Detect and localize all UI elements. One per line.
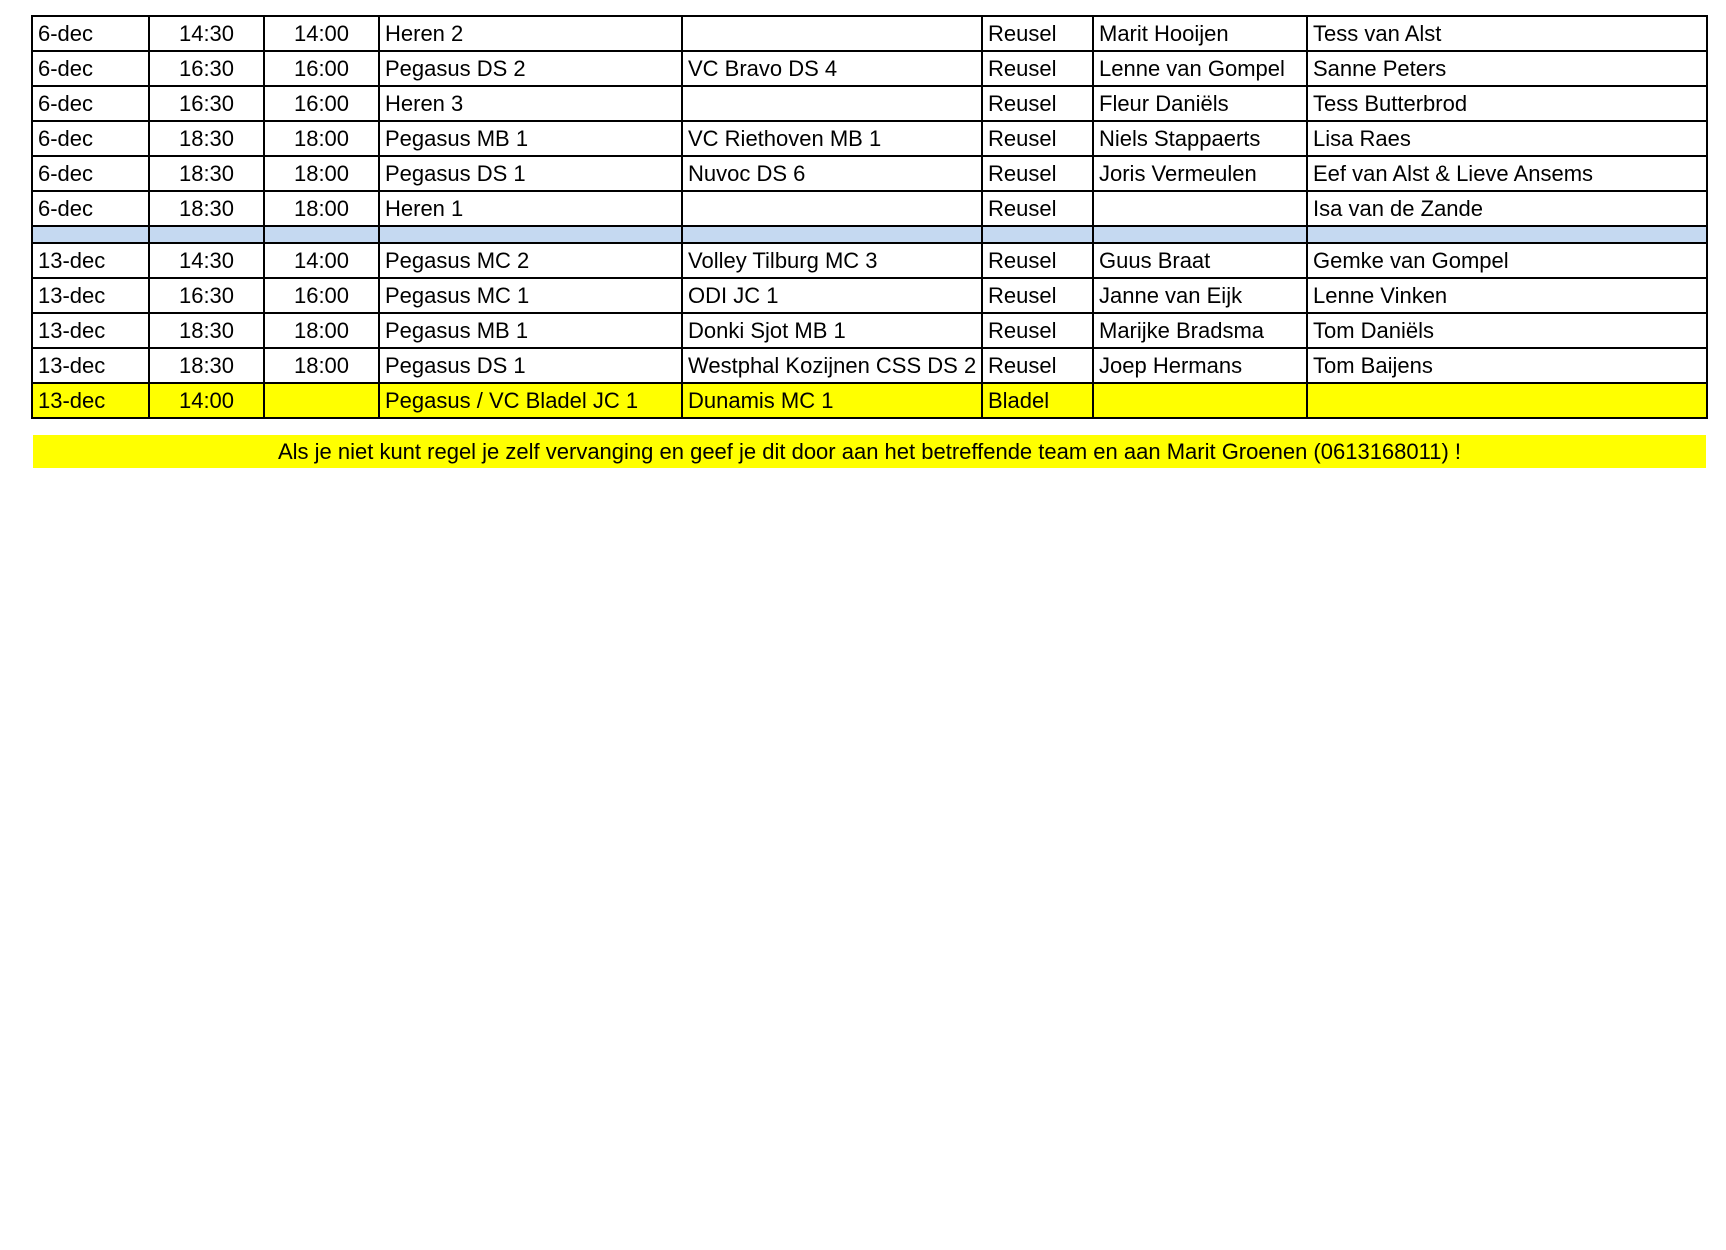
match-time-cell: 18:30 [149,156,264,191]
table-row [32,348,1707,383]
table-row [32,51,1707,86]
opponent-cell: ODI JC 1 [682,278,982,313]
scorer-cell: Isa van de Zande [1307,191,1707,226]
location-cell: Reusel [982,121,1093,156]
separator-cell [682,226,982,243]
present-time-cell: 18:00 [264,191,379,226]
table-row [32,191,1707,226]
team-cell: Heren 2 [379,16,682,51]
table-row [32,278,1707,313]
date-cell: 13-dec [32,243,149,278]
referee-cell: Fleur Daniëls [1093,86,1307,121]
referee-cell: Janne van Eijk [1093,278,1307,313]
location-cell: Reusel [982,313,1093,348]
separator-cell [149,226,264,243]
present-time-cell [264,383,379,418]
team-cell: Pegasus / VC Bladel JC 1 [379,383,682,418]
scorer-cell: Tess Butterbrod [1307,86,1707,121]
match-time-cell: 16:30 [149,278,264,313]
opponent-cell: Dunamis MC 1 [682,383,982,418]
table-row [32,156,1707,191]
present-time-cell: 18:00 [264,156,379,191]
team-cell: Heren 3 [379,86,682,121]
separator-cell [1093,226,1307,243]
referee-cell: Joris Vermeulen [1093,156,1307,191]
separator-row [32,226,1707,243]
team-cell: Heren 1 [379,191,682,226]
date-cell: 6-dec [32,51,149,86]
location-cell: Reusel [982,278,1093,313]
table-row [32,16,1707,51]
opponent-cell: Westphal Kozijnen CSS DS 2 [682,348,982,383]
team-cell: Pegasus DS 2 [379,51,682,86]
team-cell: Pegasus MC 2 [379,243,682,278]
referee-cell [1093,191,1307,226]
table-row [32,243,1707,278]
present-time-cell: 14:00 [264,243,379,278]
match-time-cell: 14:30 [149,243,264,278]
location-cell: Reusel [982,243,1093,278]
date-cell: 6-dec [32,156,149,191]
referee-cell: Lenne van Gompel [1093,51,1307,86]
match-time-cell: 14:30 [149,16,264,51]
present-time-cell: 16:00 [264,278,379,313]
scorer-cell: Lenne Vinken [1307,278,1707,313]
separator-cell [264,226,379,243]
table-row [32,121,1707,156]
present-time-cell: 18:00 [264,313,379,348]
present-time-cell: 16:00 [264,51,379,86]
separator-cell [379,226,682,243]
team-cell: Pegasus MB 1 [379,121,682,156]
match-time-cell: 18:30 [149,191,264,226]
date-cell: 13-dec [32,278,149,313]
match-schedule-table [31,15,1708,419]
referee-cell [1093,383,1307,418]
present-time-cell: 14:00 [264,16,379,51]
table-row [32,313,1707,348]
present-time-cell: 16:00 [264,86,379,121]
date-cell: 13-dec [32,348,149,383]
match-time-cell: 18:30 [149,313,264,348]
scorer-cell: Sanne Peters [1307,51,1707,86]
date-cell: 6-dec [32,191,149,226]
scorer-cell: Tom Baijens [1307,348,1707,383]
opponent-cell: VC Riethoven MB 1 [682,121,982,156]
date-cell: 13-dec [32,313,149,348]
referee-cell: Niels Stappaerts [1093,121,1307,156]
scorer-cell: Lisa Raes [1307,121,1707,156]
referee-cell: Joep Hermans [1093,348,1307,383]
location-cell: Reusel [982,86,1093,121]
location-cell: Bladel [982,383,1093,418]
match-time-cell: 14:00 [149,383,264,418]
scorer-cell: Gemke van Gompel [1307,243,1707,278]
scorer-cell: Tess van Alst [1307,16,1707,51]
location-cell: Reusel [982,51,1093,86]
notice-banner: Als je niet kunt regel je zelf vervanging en geef je dit door aan het betreffende team en aan Marit Groenen (0613168011) ! [33,435,1706,468]
opponent-cell: VC Bravo DS 4 [682,51,982,86]
scorer-cell: Eef van Alst & Lieve Ansems [1307,156,1707,191]
opponent-cell: Donki Sjot MB 1 [682,313,982,348]
location-cell: Reusel [982,191,1093,226]
team-cell: Pegasus MC 1 [379,278,682,313]
location-cell: Reusel [982,156,1093,191]
date-cell: 13-dec [32,383,149,418]
referee-cell: Marit Hooijen [1093,16,1307,51]
scorer-cell [1307,383,1707,418]
date-cell: 6-dec [32,86,149,121]
table-row [32,86,1707,121]
separator-cell [32,226,149,243]
referee-cell: Marijke Bradsma [1093,313,1307,348]
referee-cell: Guus Braat [1093,243,1307,278]
date-cell: 6-dec [32,121,149,156]
opponent-cell: Nuvoc DS 6 [682,156,982,191]
team-cell: Pegasus MB 1 [379,313,682,348]
team-cell: Pegasus DS 1 [379,348,682,383]
date-cell: 6-dec [32,16,149,51]
opponent-cell [682,86,982,121]
opponent-cell [682,16,982,51]
team-cell: Pegasus DS 1 [379,156,682,191]
match-time-cell: 16:30 [149,51,264,86]
opponent-cell: Volley Tilburg MC 3 [682,243,982,278]
present-time-cell: 18:00 [264,348,379,383]
match-time-cell: 18:30 [149,121,264,156]
location-cell: Reusel [982,348,1093,383]
highlighted-row [32,383,1707,418]
location-cell: Reusel [982,16,1093,51]
scorer-cell: Tom Daniëls [1307,313,1707,348]
separator-cell [1307,226,1707,243]
opponent-cell [682,191,982,226]
separator-cell [982,226,1093,243]
present-time-cell: 18:00 [264,121,379,156]
match-time-cell: 18:30 [149,348,264,383]
match-time-cell: 16:30 [149,86,264,121]
